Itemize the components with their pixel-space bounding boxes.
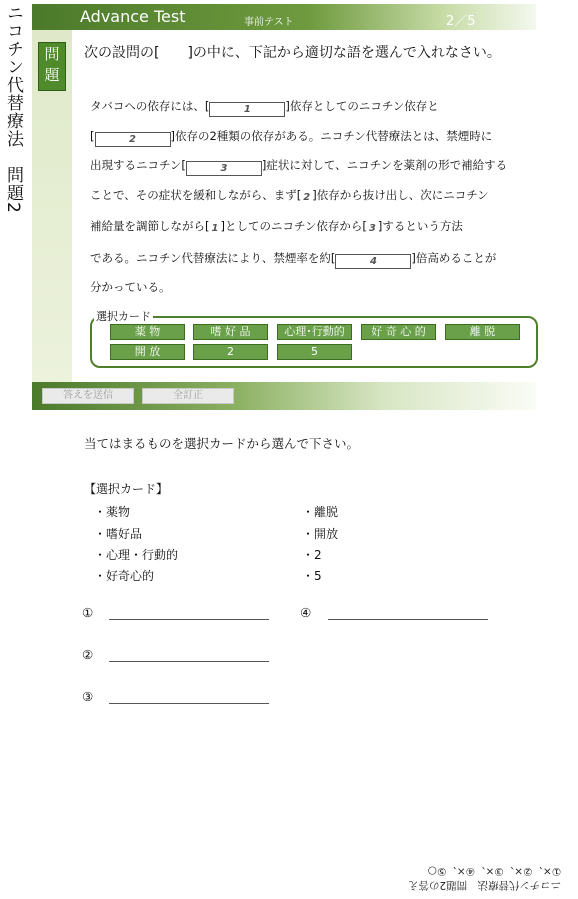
answer-label-2: ②	[82, 647, 94, 662]
answer-line-4[interactable]	[328, 619, 488, 620]
question-paragraph	[90, 92, 530, 303]
answer-label-4: ④	[300, 605, 312, 620]
card-list-item: ・離脱	[302, 505, 339, 519]
para-text: である。ニコチン代替療法により、禁煙率を約[	[90, 250, 336, 265]
app-subtitle: 事前テスト	[244, 17, 294, 28]
answer-line-3[interactable]	[109, 703, 269, 704]
page-indicator: 2／5	[446, 14, 476, 29]
bottom-toolbar	[32, 382, 536, 410]
answer-key-title: ニコチン代替療法 問題2の答え	[408, 879, 562, 891]
para-text: ]症状に対して、ニコチンを薬剤の形で補給する	[261, 158, 508, 172]
side-title: ニコチン代替療法 問題2	[3, 4, 23, 214]
blank-box-3[interactable]: 3	[186, 161, 262, 176]
para-text: ]依存の2種類の依存がある。ニコチン代替療法とは、禁煙時に	[170, 128, 493, 143]
para-text: 出現するニコチン[	[90, 158, 186, 172]
para-line	[90, 92, 530, 122]
app-title: Advance Test	[80, 7, 186, 26]
side-panel	[32, 30, 72, 382]
question-heading: 次の設問の[ ]の中に、下記から適切な語を選んで入れなさい。	[84, 45, 501, 61]
card-psych-behavioral[interactable]: 心理･行動的	[277, 324, 352, 340]
card-curiosity[interactable]: 好 奇 心 的	[361, 324, 436, 340]
question-badge: 問題	[38, 42, 66, 91]
para-text: ]依存から抜け出し、次にニコチン	[312, 187, 489, 202]
cards-caption: 選択カード	[96, 310, 151, 323]
blank-box-1[interactable]: 1	[209, 102, 285, 117]
card-list-item: ・心理・行動的	[94, 548, 179, 562]
card-list-item: ・5	[302, 569, 322, 583]
blank-box-4[interactable]: 4	[335, 254, 411, 269]
para-text: ]依存としてのニコチン依存と	[285, 99, 439, 113]
para-text: タバコへの依存には、[	[90, 99, 210, 113]
answer-line-2[interactable]	[109, 661, 269, 662]
para-line	[90, 122, 530, 152]
card-release[interactable]: 開 放	[110, 344, 185, 360]
para-line	[90, 181, 530, 213]
blank-ref-3: 3	[368, 223, 376, 234]
para-text: [	[90, 128, 95, 143]
title-bar	[32, 4, 536, 30]
para-line	[90, 212, 530, 244]
answer-label-1: ①	[82, 605, 94, 620]
para-text: ]倍高めることが	[411, 250, 497, 265]
para-line	[90, 273, 530, 303]
answer-key-values: ①×、②×、③×、④×、⑤○	[427, 865, 562, 877]
card-preference[interactable]: 嗜 好 品	[193, 324, 268, 340]
card-list-title: 【選択カード】	[84, 482, 169, 496]
card-list-item: ・開放	[302, 527, 339, 541]
blank-ref-2: 2	[303, 191, 311, 203]
card-5[interactable]: 5	[277, 344, 352, 360]
card-list-item: ・2	[302, 548, 322, 562]
para-line	[90, 244, 530, 274]
submit-answer-button[interactable]: 答えを送信	[42, 388, 134, 404]
para-text: 分かっている。	[90, 280, 171, 294]
answer-label-3: ③	[82, 689, 94, 704]
blank-box-2[interactable]: 2	[95, 132, 171, 147]
selection-cards-panel	[90, 310, 538, 368]
card-list-item: ・好奇心的	[94, 569, 155, 583]
correct-all-button[interactable]: 全訂正	[142, 388, 234, 404]
card-list-item: ・嗜好品	[94, 527, 143, 541]
card-list-item: ・薬物	[94, 505, 131, 519]
upside-down-answer-key	[408, 864, 561, 892]
para-line	[90, 151, 530, 181]
para-text: ]するという方法	[377, 219, 463, 233]
test-window	[32, 4, 536, 410]
instruction-text: 当てはまるものを選択カードから選んで下さい。	[84, 436, 360, 451]
para-text: 補給量を調節しながら[	[90, 219, 210, 233]
card-2[interactable]: 2	[193, 344, 268, 360]
card-drug[interactable]: 薬 物	[110, 324, 185, 340]
para-text: ことで、その症状を緩和しながら、まず[	[90, 187, 302, 202]
answer-line-1[interactable]	[109, 619, 269, 620]
blank-ref-1: 1	[211, 223, 219, 234]
para-text: ]としてのニコチン依存から[	[220, 219, 367, 233]
card-withdrawal[interactable]: 離 脱	[445, 324, 520, 340]
